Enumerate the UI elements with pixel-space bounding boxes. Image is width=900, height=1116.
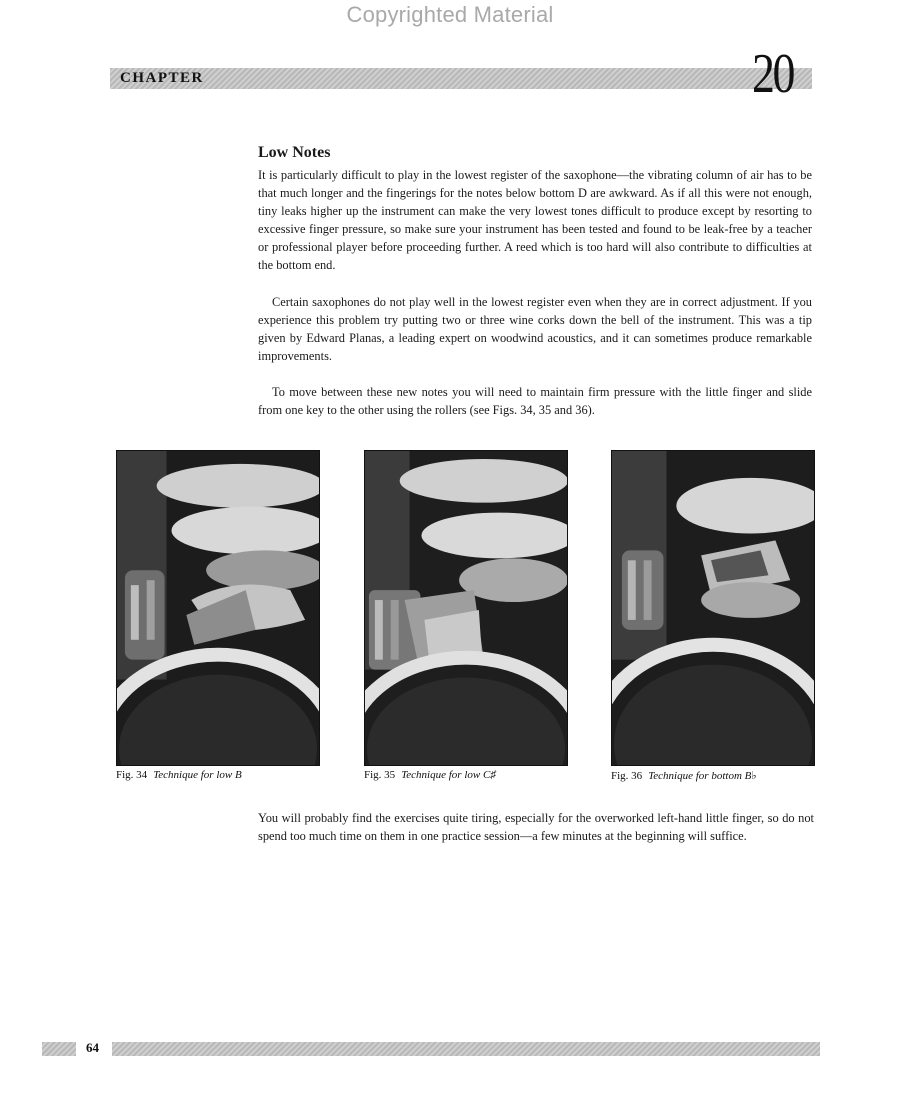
figure-35-caption (364, 769, 496, 781)
page-number: 64 (86, 1040, 99, 1055)
saxophone-hand-photo (612, 451, 814, 765)
footer-bar (112, 1042, 820, 1056)
footer-bar-left (42, 1042, 76, 1056)
saxophone-hand-photo (117, 451, 319, 765)
chapter-number: 20 (752, 43, 793, 105)
figure-35-photo (364, 450, 568, 766)
figure-title: Technique for low B (153, 769, 242, 781)
figure-label: Fig. 35 (364, 769, 396, 781)
body-paragraph-3: To move between these new notes you will need to maintain firm pressure with the little finger and slide from one key to the other using the rollers (see Figs. 34, 35 and 36). (258, 385, 812, 418)
body-paragraph-4: You will probably find the exercises quite tiring, especially for the overworked left-hand little finger, so do not spend too much time on them in one practice session—a few minutes at the beginning will suffice. (258, 811, 814, 844)
copyright-watermark: Copyrighted Material (346, 2, 554, 27)
figure-title: Technique for low C♯ (401, 769, 496, 781)
section-title: Low Notes (258, 144, 331, 161)
chapter-label: CHAPTER (120, 70, 204, 86)
figure-title: Technique for bottom B♭ (648, 770, 757, 782)
saxophone-hand-photo (365, 451, 567, 765)
figure-34-photo (116, 450, 320, 766)
body-paragraph-2: Certain saxophones do not play well in the lowest register even when they are in correct adjustment. If you experience this problem try putting two or three wine corks down the bell of the instrument. This was a tip given by Edward Planas, a leading expert on woodwind acoustics, and it can sometimes produce remarkable improvements. (258, 295, 812, 364)
figure-34-caption (116, 769, 242, 781)
chapter-header-bar (110, 68, 812, 89)
figure-36-photo (611, 450, 815, 766)
figure-label: Fig. 34 (116, 769, 148, 781)
body-paragraph-1: It is particularly difficult to play in the lowest register of the saxophone—the vibrating column of air has to be that much longer and the fingerings for the notes below bottom D are awkward. As if all this were not enough, tiny leaks higher up the instrument can make the very lowest tones difficult to produce except by resorting to excessive finger pressure, so make sure your instrument has been tested and found to be leak-free by a teacher or professional player before proceeding further. A reed which is too hard will also contribute to difficulties at the bottom end. (258, 168, 812, 273)
figure-label: Fig. 36 (611, 770, 643, 782)
figure-36-caption (611, 769, 757, 782)
